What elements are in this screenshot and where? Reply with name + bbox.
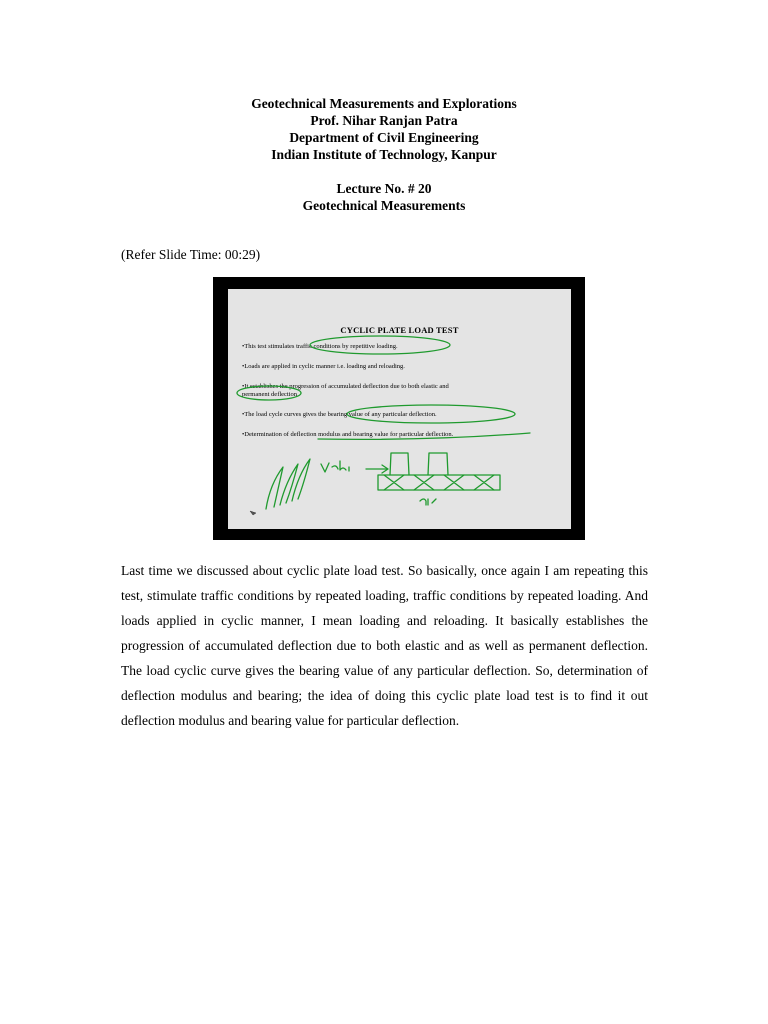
- annotation-ellipse: [237, 386, 301, 400]
- lecture-topic: Geotechnical Measurements: [302, 198, 466, 213]
- slide-title: CYCLIC PLATE LOAD TEST: [340, 325, 459, 335]
- slide-bullet: •Loads are applied in cyclic manner i.e. loading and reloading.: [242, 363, 405, 370]
- annotation-text-vehicle: [321, 461, 349, 472]
- institute-name: Indian Institute of Technology, Kanpur: [271, 147, 497, 162]
- annotation-ellipse: [310, 336, 450, 354]
- refer-slide-time: (Refer Slide Time: 00:29): [121, 247, 261, 262]
- annotation-load-block: [390, 453, 409, 475]
- course-title: Geotechnical Measurements and Explorations: [251, 96, 517, 111]
- slide-screenshot: [213, 277, 585, 540]
- annotation-underline: [318, 433, 530, 439]
- department-name: Department of Civil Engineering: [289, 130, 479, 145]
- handwritten-annotations: [228, 289, 571, 529]
- annotation-load-block: [428, 453, 448, 475]
- annotation-ellipse: [347, 405, 515, 423]
- annotation-text-soil: [420, 499, 436, 505]
- slide-bullet: •This test stimulates traffic conditions by repetitive loading.: [242, 343, 398, 350]
- annotation-soil-layer: [378, 475, 500, 490]
- annotation-soil-hatch: [384, 475, 494, 490]
- professor-name: Prof. Nihar Ranjan Patra: [310, 113, 458, 128]
- annotation-arrow: [366, 465, 388, 473]
- transcript-paragraph: Last time we discussed about cyclic plate load test. So basically, once again I am repeating this test, stimulate traffic conditions by repeated loading, traffic conditions by repeated loading. And loads applied in cyclic manner, I mean loading and reloading. It basically establishes the progression of accumulated deflection due to both elastic and as well as permanent deflection. The load cyclic curve gives the bearing value of any particular deflection. So, determination of deflection modulus and bearing; the idea of doing this cyclic plate load test is to find it out deflection modulus and bearing value for particular deflection.: [121, 563, 648, 728]
- slide-bullet: permanent deflection: [242, 391, 298, 398]
- annotation-stroke: [292, 459, 310, 501]
- slide-bullet: •Determination of deflection modulus and bearing value for particular deflection.: [242, 431, 454, 438]
- lecture-number: Lecture No. # 20: [336, 181, 432, 196]
- cursor-icon: [250, 511, 256, 515]
- slide-content: [228, 289, 571, 529]
- slide-bullet: •It establishes the progression of accumulated deflection due to both elastic and: [242, 383, 449, 390]
- document-header: [0, 95, 768, 214]
- slide-bullet: •The load cycle curves gives the bearing value of any particular deflection.: [242, 411, 437, 418]
